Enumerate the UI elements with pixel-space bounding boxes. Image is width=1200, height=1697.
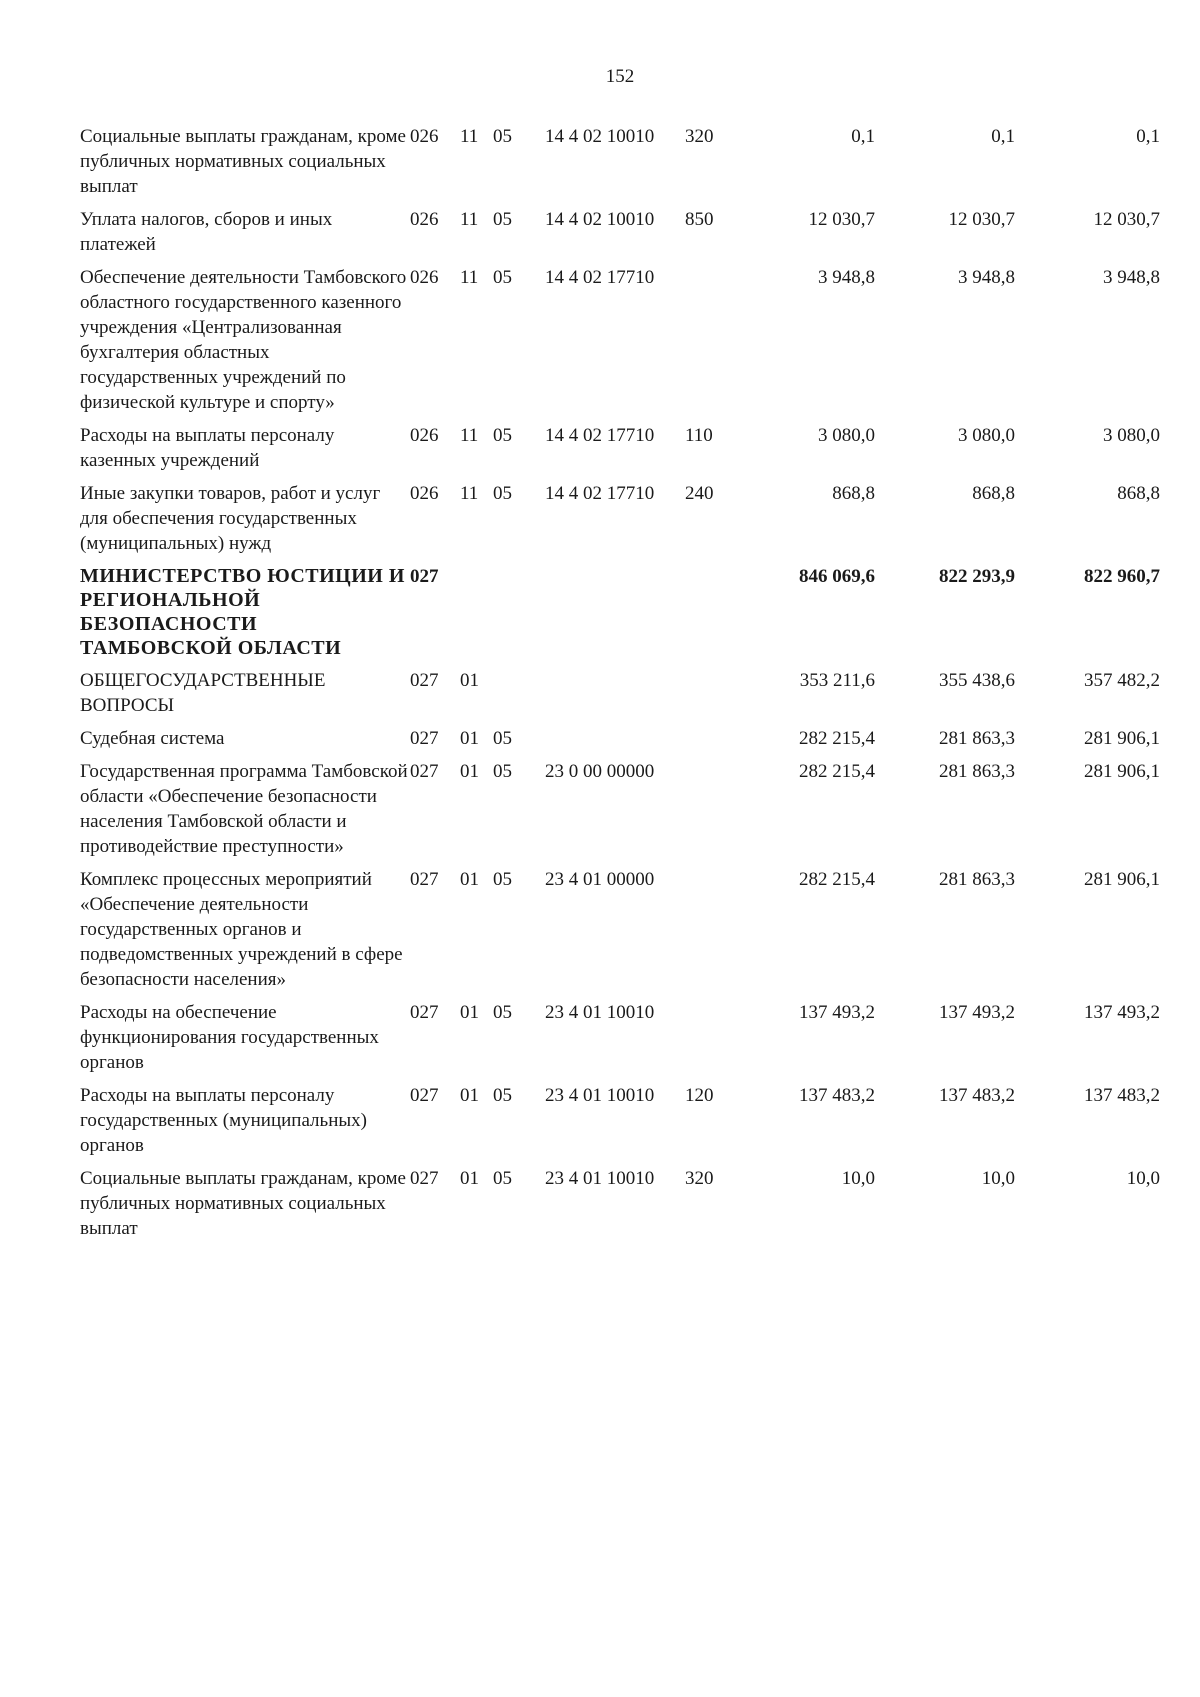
amount-year-3: 12 030,7 [1093, 209, 1160, 230]
page-number: 152 [605, 66, 635, 87]
amount-year-3: 281 906,1 [1084, 869, 1160, 890]
section-code: 01 [460, 761, 479, 782]
amount-year-2: 281 863,3 [939, 869, 1015, 890]
expense-type-code [685, 726, 735, 759]
subsection-code: 05 [493, 728, 512, 749]
expense-type-code: 850 [685, 209, 714, 230]
section-code: 11 [460, 425, 479, 446]
target-article-code: 14 4 02 17710 [545, 483, 655, 504]
expense-type-code [685, 1000, 735, 1083]
section-code: 11 [460, 483, 479, 504]
amount-year-3: 137 483,2 [1084, 1085, 1160, 1106]
amount-year-2: 3 080,0 [958, 425, 1015, 446]
expense-type-code: 110 [685, 425, 713, 446]
amount-year-2: 281 863,3 [939, 728, 1015, 749]
admin-code: 027 [410, 728, 439, 749]
amount-year-2: 355 438,6 [939, 670, 1015, 691]
row-name: ОБЩЕГОСУДАРСТВЕННЫЕ ВОПРОСЫ [80, 670, 326, 716]
amount-year-3: 3 948,8 [1103, 267, 1160, 288]
subsection-code: 05 [493, 869, 512, 890]
table-row [80, 265, 1160, 423]
admin-code: 027 [410, 566, 439, 587]
amount-year-1: 3 080,0 [818, 425, 875, 446]
amount-year-1: 282 215,4 [799, 869, 875, 890]
table-row [80, 481, 1160, 564]
table-row [80, 1166, 1160, 1249]
row-name: Государственная программа Тамбовской области «Обеспечение безопасности населения Тамбовской области и противодействие преступности» [80, 761, 408, 857]
table-row [80, 207, 1160, 265]
admin-code: 027 [410, 869, 439, 890]
amount-year-2: 0,1 [991, 126, 1015, 147]
amount-year-2: 822 293,9 [939, 566, 1015, 587]
amount-year-1: 12 030,7 [808, 209, 875, 230]
row-name: Уплата налогов, сборов и иных платежей [80, 209, 333, 255]
admin-code: 026 [410, 209, 439, 230]
amount-year-1: 282 215,4 [799, 728, 875, 749]
amount-year-1: 846 069,6 [799, 566, 875, 587]
admin-code: 027 [410, 761, 439, 782]
amount-year-1: 353 211,6 [799, 670, 875, 691]
expense-type-code [685, 759, 735, 867]
table-row [80, 423, 1160, 481]
target-article-code: 14 4 02 10010 [545, 126, 655, 147]
subsection-code [493, 564, 545, 668]
expense-type-code [685, 867, 735, 1000]
section-code: 11 [460, 267, 479, 288]
row-name: Иные закупки товаров, работ и услуг для обеспечения государственных (муниципальных) нужд [80, 483, 381, 554]
expense-type-code: 320 [685, 126, 714, 147]
amount-year-3: 3 080,0 [1103, 425, 1160, 446]
amount-year-2: 137 493,2 [939, 1002, 1015, 1023]
target-article-code: 23 4 01 10010 [545, 1168, 655, 1189]
target-article-code [545, 668, 685, 726]
section-code: 01 [460, 869, 479, 890]
row-name: МИНИСТЕРСТВО ЮСТИЦИИ И РЕГИОНАЛЬНОЙ БЕЗОПАСНОСТИ ТАМБОВСКОЙ ОБЛАСТИ [80, 565, 405, 659]
amount-year-2: 281 863,3 [939, 761, 1015, 782]
section-code [460, 564, 493, 668]
row-name: Комплекс процессных мероприятий «Обеспечение деятельности государственных органов и подведомственных учреждений в сфере безопасности населения» [80, 869, 403, 990]
admin-code: 027 [410, 1168, 439, 1189]
amount-year-3: 0,1 [1136, 126, 1160, 147]
admin-code: 027 [410, 670, 439, 691]
subsection-code: 05 [493, 126, 512, 147]
amount-year-2: 12 030,7 [948, 209, 1015, 230]
amount-year-2: 137 483,2 [939, 1085, 1015, 1106]
target-article-code: 23 4 01 10010 [545, 1002, 655, 1023]
amount-year-1: 282 215,4 [799, 761, 875, 782]
admin-code: 026 [410, 483, 439, 504]
amount-year-3: 137 493,2 [1084, 1002, 1160, 1023]
table-row [80, 1000, 1160, 1083]
section-code: 11 [460, 126, 479, 147]
subsection-code: 05 [493, 1168, 512, 1189]
amount-year-1: 10,0 [841, 1168, 875, 1189]
subsection-code: 05 [493, 761, 512, 782]
target-article-code: 14 4 02 10010 [545, 209, 655, 230]
amount-year-2: 3 948,8 [958, 267, 1015, 288]
row-name: Расходы на обеспечение функционирования государственных органов [80, 1002, 379, 1073]
subsection-code [493, 668, 545, 726]
target-article-code: 23 0 00 00000 [545, 761, 655, 782]
amount-year-3: 357 482,2 [1084, 670, 1160, 691]
table-row [80, 759, 1160, 867]
section-code: 01 [460, 1002, 479, 1023]
expense-type-code: 120 [685, 1085, 714, 1106]
amount-year-1: 868,8 [832, 483, 875, 504]
table-row [80, 124, 1160, 207]
table-row [80, 564, 1160, 668]
subsection-code: 05 [493, 1085, 512, 1106]
amount-year-2: 868,8 [972, 483, 1015, 504]
amount-year-3: 868,8 [1117, 483, 1160, 504]
expense-type-code: 240 [685, 483, 714, 504]
subsection-code: 05 [493, 1002, 512, 1023]
target-article-code: 14 4 02 17710 [545, 425, 655, 446]
table-row [80, 726, 1160, 759]
admin-code: 026 [410, 267, 439, 288]
table-row [80, 668, 1160, 726]
admin-code: 026 [410, 126, 439, 147]
row-name: Обеспечение деятельности Тамбовского областного государственного казенного учреждения «Централизованная бухгалтерия областных государственных учреждений по физической культуре и спорту» [80, 267, 407, 413]
amount-year-3: 822 960,7 [1084, 566, 1160, 587]
target-article-code [545, 564, 685, 668]
expense-type-code [685, 265, 735, 423]
table-row [80, 867, 1160, 1000]
row-name: Социальные выплаты гражданам, кроме публичных нормативных социальных выплат [80, 1168, 406, 1239]
subsection-code: 05 [493, 267, 512, 288]
target-article-code: 23 4 01 00000 [545, 869, 655, 890]
row-name: Судебная система [80, 728, 225, 749]
amount-year-1: 3 948,8 [818, 267, 875, 288]
amount-year-3: 281 906,1 [1084, 761, 1160, 782]
row-name: Расходы на выплаты персоналу государственных (муниципальных) органов [80, 1085, 367, 1156]
expense-type-code [685, 564, 735, 668]
subsection-code: 05 [493, 483, 512, 504]
expense-type-code: 320 [685, 1168, 714, 1189]
amount-year-2: 10,0 [981, 1168, 1015, 1189]
amount-year-3: 10,0 [1126, 1168, 1160, 1189]
row-name: Расходы на выплаты персоналу казенных учреждений [80, 425, 335, 471]
admin-code: 026 [410, 425, 439, 446]
target-article-code [545, 726, 685, 759]
expense-type-code [685, 668, 735, 726]
section-code: 01 [460, 1168, 479, 1189]
amount-year-3: 281 906,1 [1084, 728, 1160, 749]
section-code: 01 [460, 728, 479, 749]
amount-year-1: 0,1 [851, 126, 875, 147]
section-code: 01 [460, 670, 479, 691]
target-article-code: 14 4 02 17710 [545, 267, 655, 288]
section-code: 01 [460, 1085, 479, 1106]
table-row [80, 1083, 1160, 1166]
row-name: Социальные выплаты гражданам, кроме публичных нормативных социальных выплат [80, 126, 406, 197]
budget-table [80, 124, 1160, 1249]
admin-code: 027 [410, 1085, 439, 1106]
subsection-code: 05 [493, 425, 512, 446]
table-body [80, 124, 1160, 1249]
target-article-code: 23 4 01 10010 [545, 1085, 655, 1106]
section-code: 11 [460, 209, 479, 230]
amount-year-1: 137 483,2 [799, 1085, 875, 1106]
subsection-code: 05 [493, 209, 512, 230]
amount-year-1: 137 493,2 [799, 1002, 875, 1023]
admin-code: 027 [410, 1002, 439, 1023]
